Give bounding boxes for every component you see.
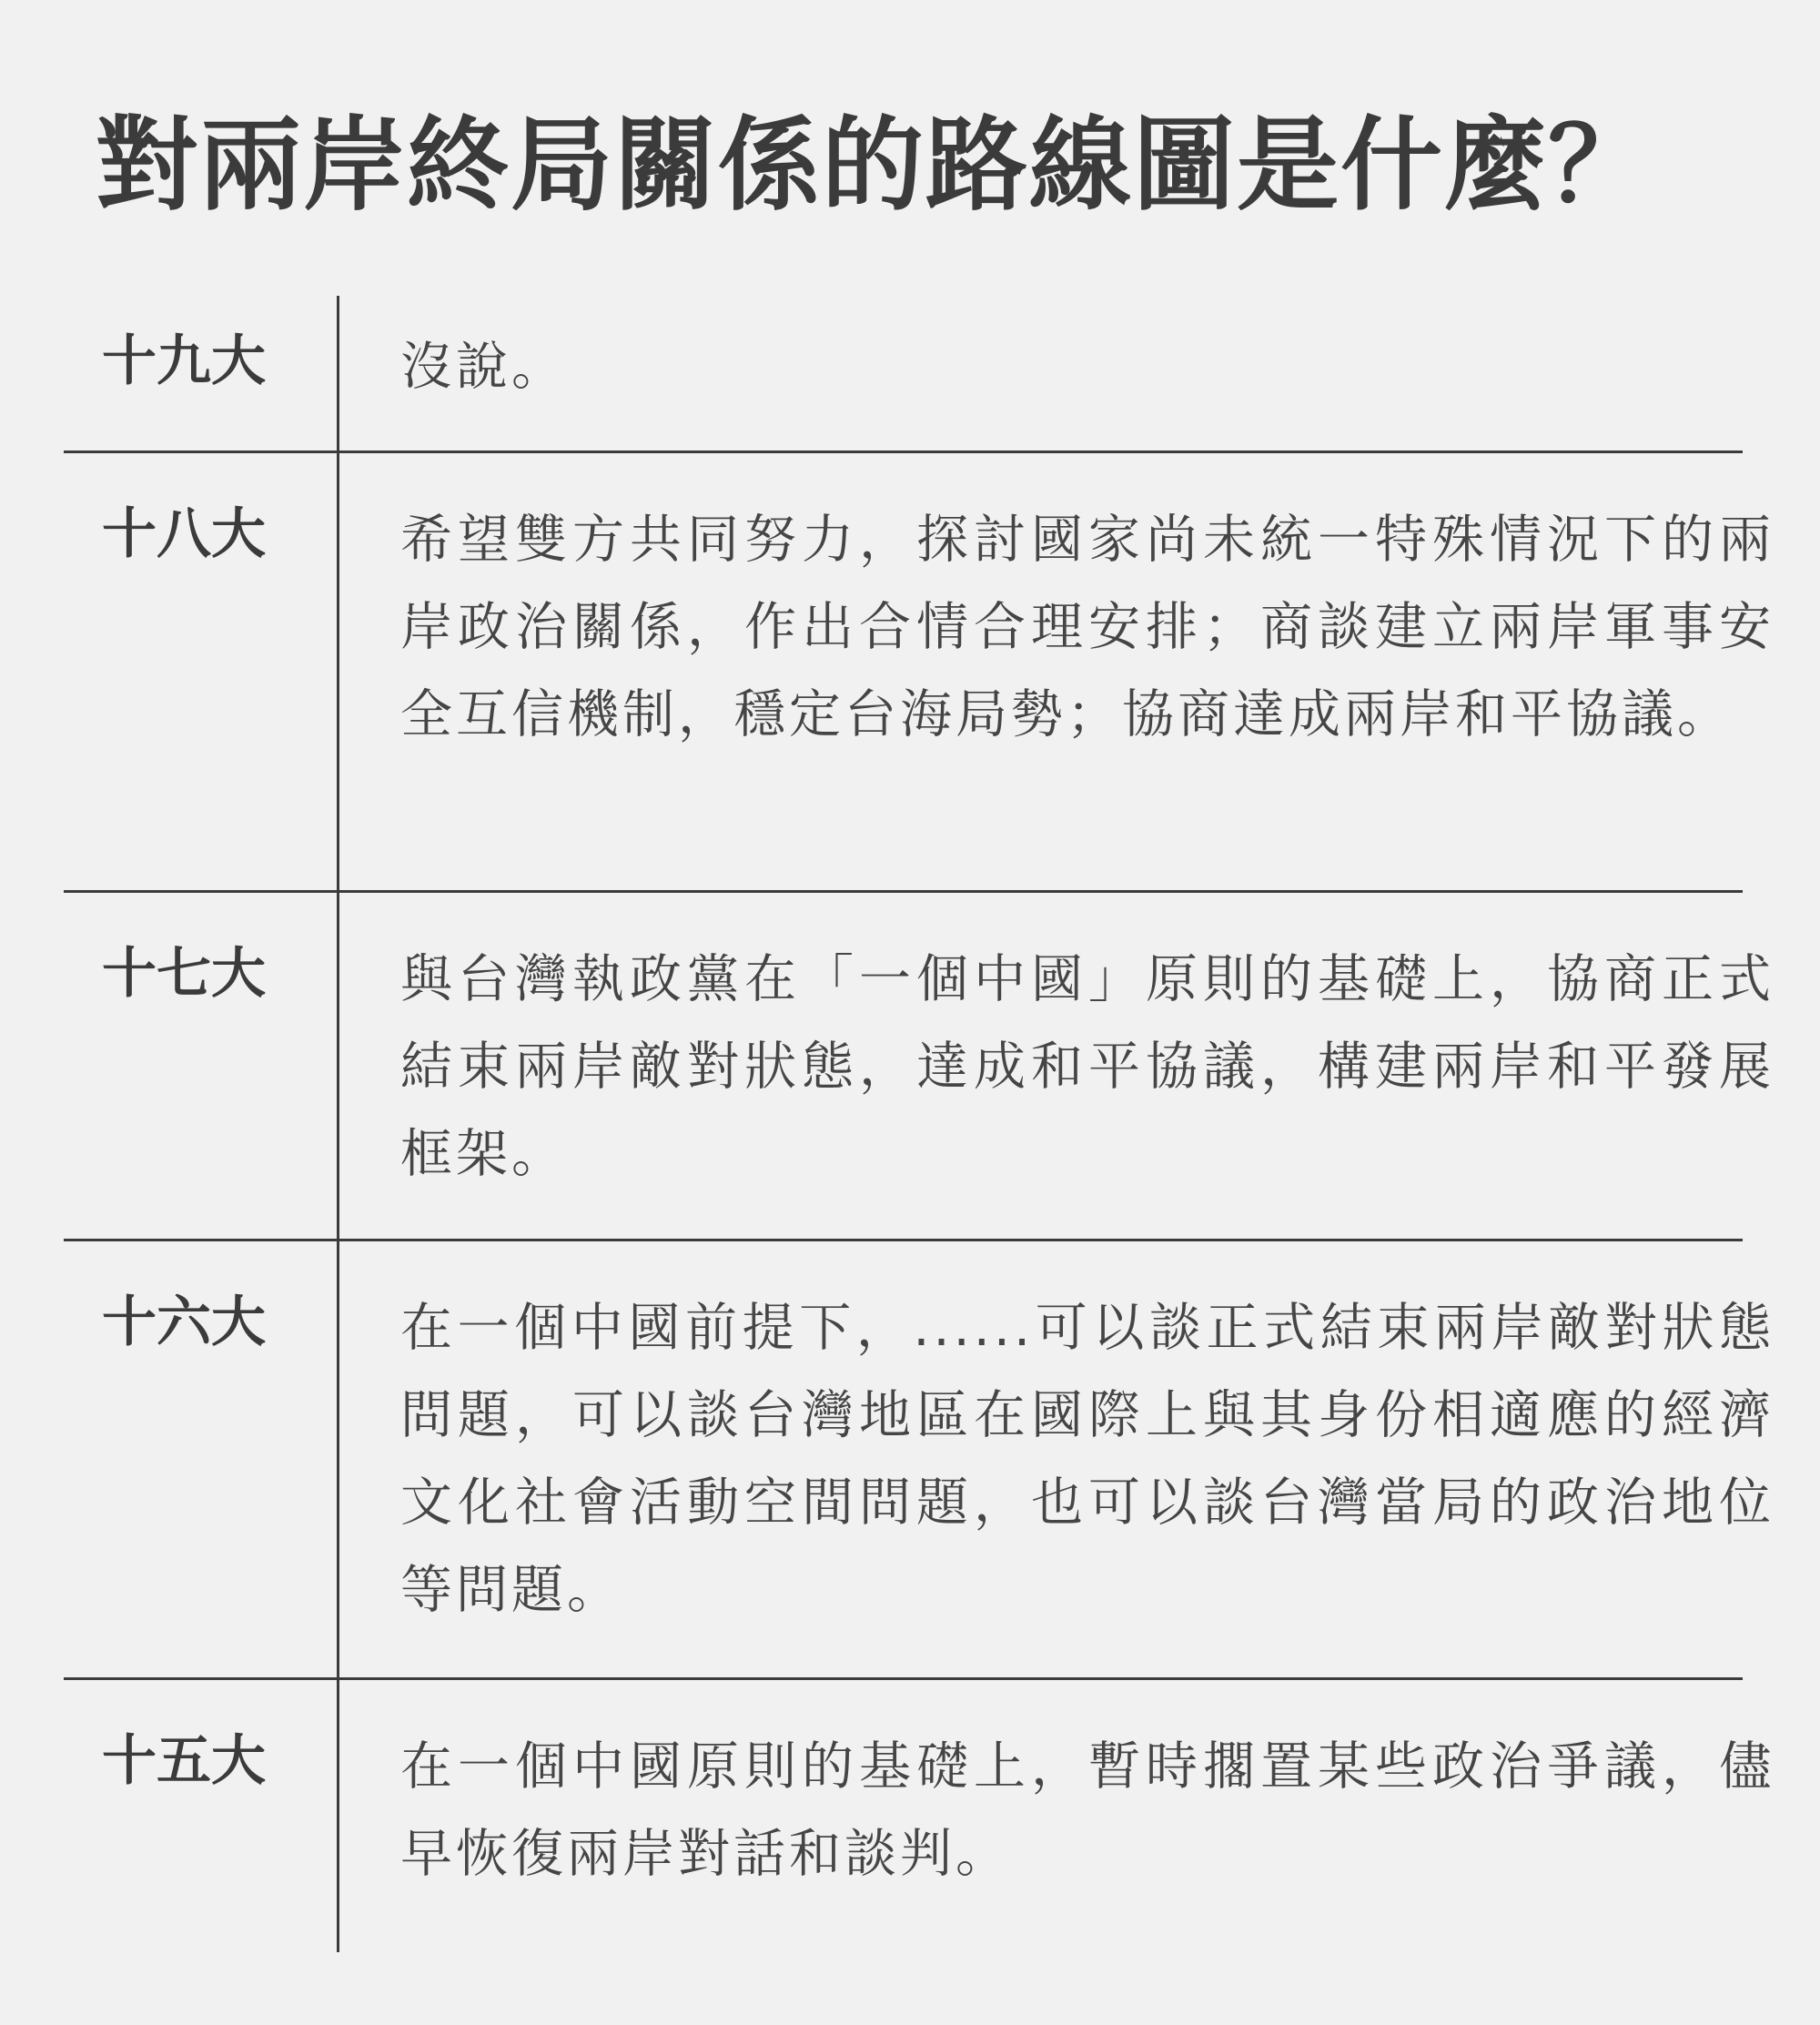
row-label-17th: 十七大 (102, 942, 266, 1006)
comparison-table (64, 296, 1774, 1952)
page-title: 對兩岸終局關係的路線圖是什麼？ (96, 106, 1652, 225)
row-text-19th: 沒說。 (400, 337, 567, 397)
row-divider (64, 890, 1743, 893)
row-label-19th: 十九大 (102, 329, 266, 393)
row-label-18th: 十八大 (102, 502, 266, 566)
row-label-16th: 十六大 (102, 1291, 266, 1354)
row-text-18th: 希望雙方共同努力，探討國家尚未統一特殊情況下的兩岸政治關係，作出合情合理安排；商談建立兩岸軍事安全互信機制，穩定台海局勢；協商達成兩岸和平協議。 (400, 510, 1774, 744)
row-label-15th: 十五大 (102, 1729, 266, 1793)
row-text-15th: 在一個中國原則的基礎上，暫時擱置某些政治爭議，儘早恢復兩岸對話和談判。 (400, 1736, 1774, 1884)
row-divider (64, 1677, 1743, 1680)
row-text-17th: 與台灣執政黨在「一個中國」原則的基礎上，協商正式結束兩岸敵對狀態，達成和平協議，構建兩岸和平發展框架。 (400, 949, 1774, 1184)
column-divider (337, 296, 339, 1952)
row-divider (64, 451, 1743, 453)
row-divider (64, 1239, 1743, 1241)
row-text-16th: 在一個中國前提下，......可以談正式結束兩岸敵對狀態問題，可以談台灣地區在國際上與其身份相適應的經濟文化社會活動空間問題，也可以談台灣當局的政治地位等問題。 (400, 1298, 1774, 1620)
